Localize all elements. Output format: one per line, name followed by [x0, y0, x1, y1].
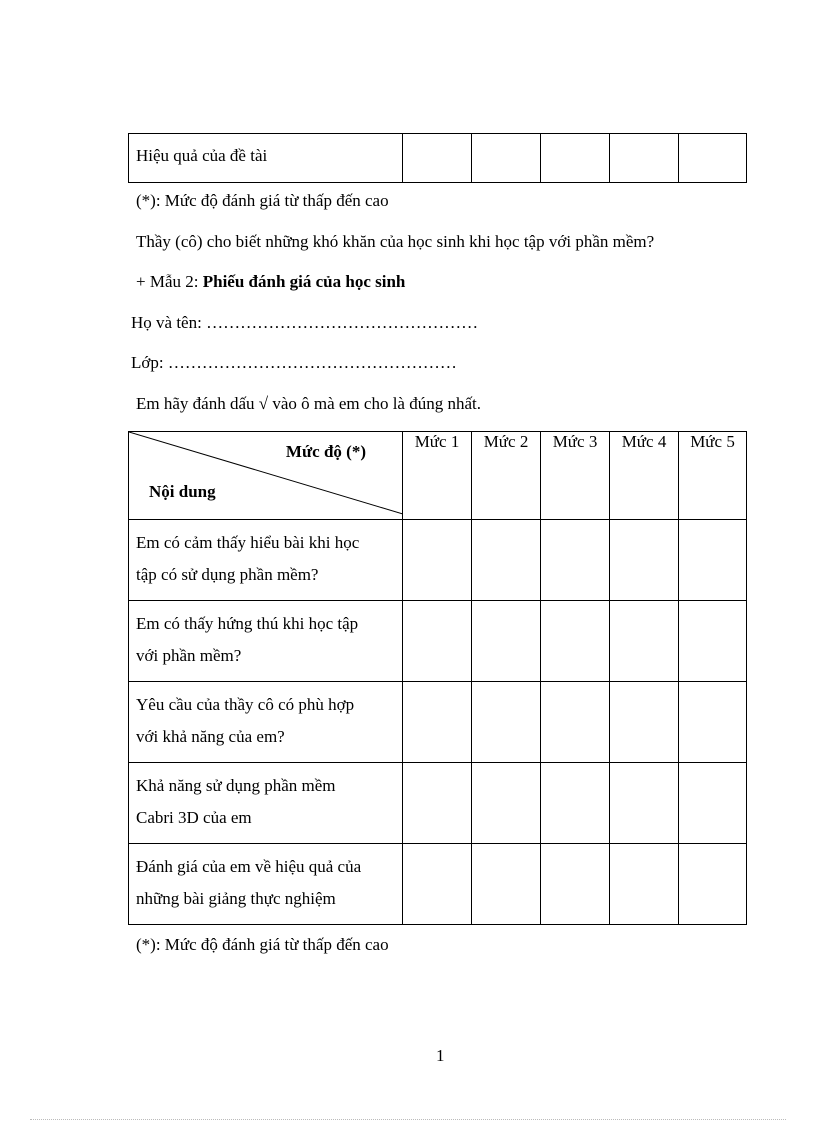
- row-label: Hiệu quả của đề tài: [136, 146, 268, 165]
- header-row: [129, 432, 747, 520]
- rating-cell[interactable]: [403, 763, 472, 844]
- rating-cell[interactable]: [679, 520, 747, 601]
- content-line: Cabri 3D của em: [136, 808, 252, 827]
- rating-cell[interactable]: [610, 134, 679, 183]
- rating-cell[interactable]: [403, 134, 472, 183]
- form2-prefix: + Mẫu 2:: [136, 272, 203, 291]
- diag-header-content: Nội dung: [149, 482, 216, 501]
- rating-cell[interactable]: [679, 601, 747, 682]
- table-row: [129, 601, 747, 682]
- rating-cell[interactable]: [679, 844, 747, 925]
- content-line: với phần mềm?: [136, 646, 242, 665]
- rating-cell[interactable]: [610, 844, 679, 925]
- rating-cell[interactable]: [610, 682, 679, 763]
- question-text: Thầy (cô) cho biết những khó khăn của học sinh khi học tập với phần mềm?: [136, 232, 655, 251]
- content-line: với khả năng của em?: [136, 727, 285, 746]
- rating-cell[interactable]: [541, 844, 610, 925]
- rating-cell[interactable]: [541, 134, 610, 183]
- level-header: Mức 4: [610, 432, 679, 520]
- rating-cell[interactable]: [472, 763, 541, 844]
- level-header: Mức 2: [472, 432, 541, 520]
- note-text-bottom: (*): Mức độ đánh giá từ thấp đến cao: [136, 935, 389, 954]
- form2-title: Phiếu đánh giá của học sinh: [202, 272, 406, 291]
- content-cell: [129, 682, 403, 763]
- rating-cell[interactable]: [541, 763, 610, 844]
- content-line: Em có thấy hứng thú khi học tập: [136, 614, 359, 633]
- content-line: tập có sử dụng phần mềm?: [136, 565, 319, 584]
- rating-cell[interactable]: [679, 682, 747, 763]
- diag-header-level: Mức độ (*): [285, 442, 366, 461]
- instruction-text: Em hãy đánh dấu √ vào ô mà em cho là đúng nhất.: [136, 394, 481, 413]
- rating-cell[interactable]: [610, 601, 679, 682]
- content-cell: [129, 763, 403, 844]
- rating-cell[interactable]: [610, 763, 679, 844]
- rating-cell[interactable]: [679, 134, 747, 183]
- student-eval-table: [128, 431, 747, 925]
- content-line: Khả năng sử dụng phần mềm: [136, 776, 336, 795]
- rating-cell[interactable]: [610, 520, 679, 601]
- rating-cell[interactable]: [403, 682, 472, 763]
- rating-cell[interactable]: [679, 763, 747, 844]
- rating-cell[interactable]: [541, 520, 610, 601]
- row-label-cell: [129, 134, 403, 183]
- table-row: [129, 520, 747, 601]
- top-eval-table: [128, 133, 747, 183]
- content-line: Đánh giá của em về hiệu quả của: [136, 857, 362, 876]
- table-row: [129, 844, 747, 925]
- level-header: Mức 5: [679, 432, 747, 520]
- note-text: (*): Mức độ đánh giá từ thấp đến cao: [136, 191, 389, 210]
- level-header: Mức 3: [541, 432, 610, 520]
- rating-cell[interactable]: [541, 601, 610, 682]
- content-text: [129, 601, 402, 672]
- table-row: [129, 134, 747, 183]
- level-header: Mức 1: [403, 432, 472, 520]
- rating-cell[interactable]: [403, 520, 472, 601]
- table-row: [129, 763, 747, 844]
- content-line: những bài giảng thực nghiệm: [136, 889, 336, 908]
- rating-cell[interactable]: [403, 601, 472, 682]
- rating-cell[interactable]: [472, 682, 541, 763]
- rating-cell[interactable]: [403, 844, 472, 925]
- rating-cell[interactable]: [472, 520, 541, 601]
- rating-cell[interactable]: [541, 682, 610, 763]
- class-line: Lớp: ……………………………………………: [131, 353, 457, 372]
- content-line: Em có cảm thấy hiểu bài khi học: [136, 533, 360, 552]
- content-line: Yêu cầu của thầy cô có phù hợp: [136, 695, 355, 714]
- content-text: [129, 682, 402, 753]
- page-number: 1: [436, 1046, 445, 1065]
- content-cell: [129, 844, 403, 925]
- rating-cell[interactable]: [472, 601, 541, 682]
- page-bottom-divider: [30, 1119, 786, 1120]
- content-text: [129, 763, 402, 834]
- rating-cell[interactable]: [472, 844, 541, 925]
- content-cell: [129, 520, 403, 601]
- content-text: [129, 844, 402, 915]
- content-cell: [129, 601, 403, 682]
- table-row: [129, 682, 747, 763]
- form2-heading: [136, 272, 405, 292]
- diagonal-header-cell: [129, 432, 403, 520]
- content-text: [129, 520, 402, 591]
- name-line: Họ và tên: …………………………………………: [131, 313, 479, 332]
- rating-cell[interactable]: [472, 134, 541, 183]
